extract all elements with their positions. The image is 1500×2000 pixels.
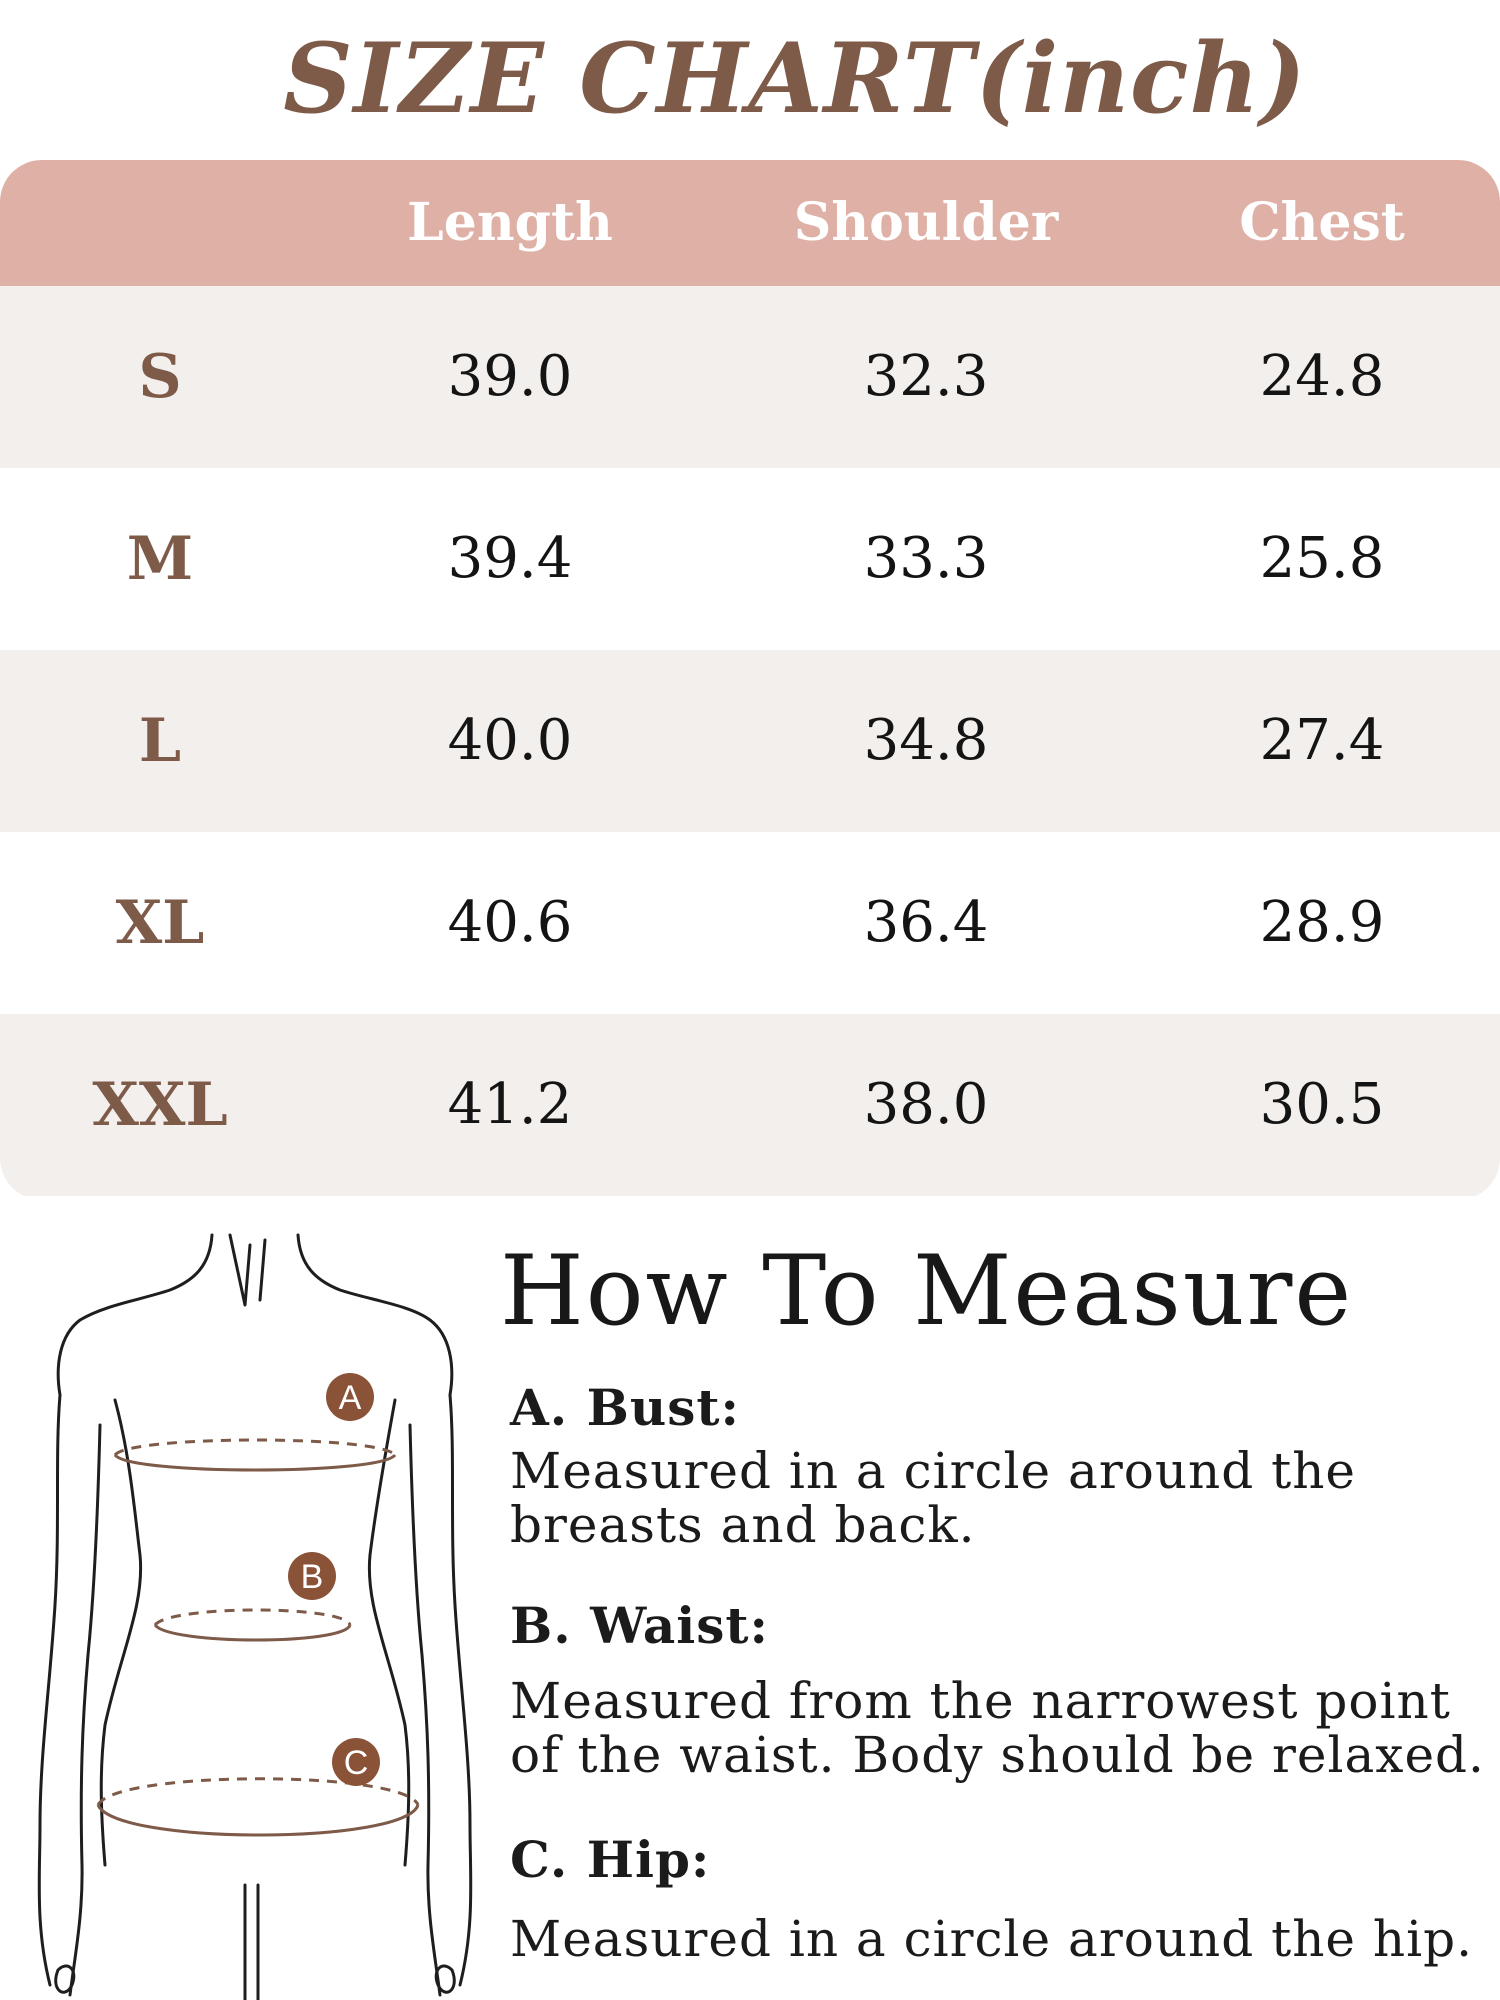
header-chest: Chest: [1239, 192, 1405, 253]
right-inner-arm: [410, 1425, 440, 1995]
marker-a-label: A: [338, 1379, 362, 1417]
shoulder-value: 34.8: [863, 708, 989, 773]
right-arm-outline: [450, 1395, 471, 1985]
neck-outline: [230, 1235, 250, 1305]
size-label: XL: [115, 888, 205, 958]
shoulder-value: 32.3: [863, 344, 989, 409]
chest-value: 27.4: [1259, 708, 1385, 773]
header-length: Length: [407, 192, 613, 253]
marker-b-label: B: [300, 1558, 324, 1596]
length-value: 40.0: [447, 708, 573, 773]
chest-value: 28.9: [1259, 890, 1385, 955]
header-shoulder: Shoulder: [793, 192, 1059, 253]
waist-loop-dashed: [155, 1610, 350, 1625]
hip-heading: C. Hip:: [510, 1830, 711, 1889]
waist-loop-solid: [155, 1625, 350, 1640]
size-label: M: [126, 524, 194, 594]
size-label: XXL: [92, 1070, 228, 1140]
size-label: S: [138, 342, 182, 412]
marker-a: [326, 1373, 374, 1421]
length-value: 39.0: [447, 344, 573, 409]
hip-description: Measured in a circle around the hip.: [510, 1910, 1474, 1968]
left-arm-outline: [39, 1395, 60, 1985]
chest-value: 24.8: [1259, 344, 1385, 409]
table-row: [0, 286, 1500, 468]
left-shoulder-outline: [58, 1235, 212, 1395]
table-row: [0, 1014, 1500, 1196]
bust-description: Measured in a circle around the breasts and back.: [510, 1442, 1357, 1554]
waist-heading: B. Waist:: [510, 1596, 769, 1655]
shoulder-value: 36.4: [863, 890, 989, 955]
right-shoulder-outline: [298, 1235, 452, 1395]
hip-loop-solid: [98, 1805, 418, 1835]
length-value: 39.4: [447, 526, 573, 591]
marker-c-label: C: [343, 1744, 369, 1782]
chest-value: 30.5: [1259, 1072, 1385, 1137]
table-row: [0, 832, 1500, 1014]
chest-value: 25.8: [1259, 526, 1385, 591]
marker-b: [288, 1552, 336, 1600]
table-header: [0, 160, 1500, 286]
hip-loop-dashed: [98, 1779, 418, 1805]
left-inner-arm: [70, 1425, 100, 1995]
waist-description: Measured from the narrowest point of the waist. Body should be relaxed.: [510, 1672, 1485, 1784]
neck-line: [260, 1240, 265, 1300]
how-to-measure-title: How To Measure: [500, 1235, 1354, 1347]
length-value: 41.2: [447, 1072, 573, 1137]
body-measure-figure: [20, 1225, 490, 2000]
bust-loop-solid: [115, 1455, 395, 1470]
bust-loop-dashed: [115, 1440, 395, 1455]
bust-heading: A. Bust:: [510, 1378, 740, 1437]
size-label: L: [138, 706, 182, 776]
length-value: 40.6: [447, 890, 573, 955]
left-torso-outline: [101, 1400, 140, 1865]
marker-c: [332, 1738, 380, 1786]
size-chart-title: SIZE CHART(inch): [283, 22, 1307, 135]
table-row: [0, 468, 1500, 650]
shoulder-value: 33.3: [863, 526, 989, 591]
shoulder-value: 38.0: [863, 1072, 989, 1137]
size-table: [0, 160, 1500, 1200]
table-row: [0, 650, 1500, 832]
